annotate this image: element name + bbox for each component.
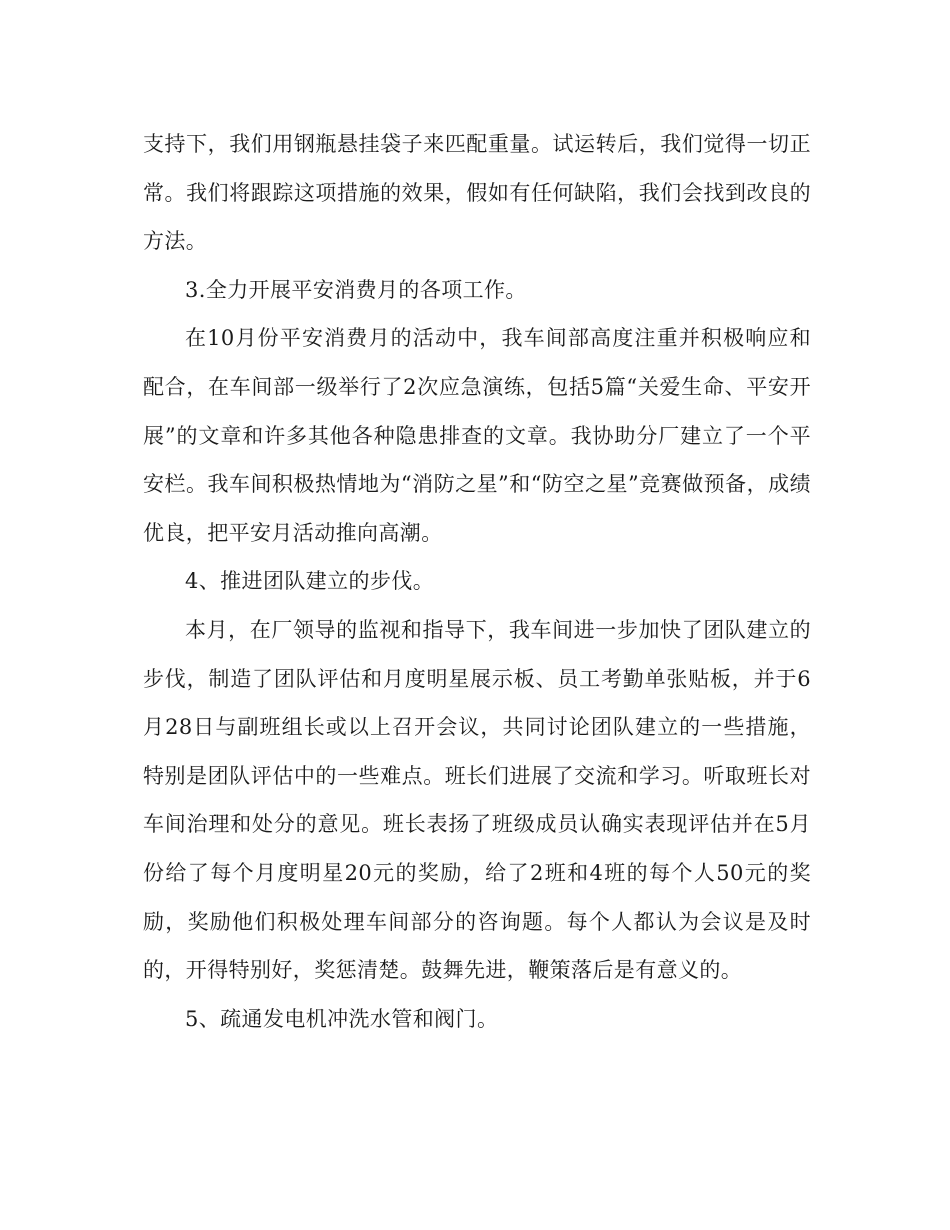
section-heading-3: 3.全力开展平安消费月的各项工作。 bbox=[185, 277, 527, 302]
paragraph-continuation: 支持下，我们用钢瓶悬挂袋子来匹配重量。试运转后，我们觉得一切正常。我们将跟踪这项措施的效果，假如有任何缺陷，我们会找到改良的方法。 bbox=[143, 132, 811, 254]
section-heading-5: 5、疏通发电机冲洗水管和阀门。 bbox=[185, 1006, 499, 1031]
paragraph-team-building: 本月，在厂领导的监视和指导下，我车间进一步加快了团队建立的步伐，制造了团队评估和月度明星展示板、员工考勤单张贴板，并于6月28日与副班组长或以上召开会议，共同讨论团队建立的一些措施，特别是团队评估中的一些难点。班长们进展了交流和学习。听取班长对车间治理和处分的意见。班长表扬了班级成员认确实表现评估并在5月份给了每个月度明星20元的奖励，给了2班和4班的每个人50元的奖励，奖励他们积极处理车间部分的咨询题。每个人都认为会议是及时的，开得特别好，奖惩清楚。鼓舞先进，鞭策落后是有意义的。 bbox=[143, 617, 811, 983]
document-body bbox=[143, 120, 811, 1043]
section-heading-4: 4、推进团队建立的步伐。 bbox=[185, 569, 435, 594]
paragraph-safety-month: 在10月份平安消费月的活动中，我车间部高度注重并积极响应和配合，在车间部一级举行了2次应急演练，包括5篇“关爱生命、平安开展”的文章和许多其他各种隐患排查的文章。我协助分厂建立了一个平安栏。我车间积极热情地为“消防之星”和“防空之星”竞赛做预备，成绩优良，把平安月活动推向高潮。 bbox=[143, 326, 811, 545]
